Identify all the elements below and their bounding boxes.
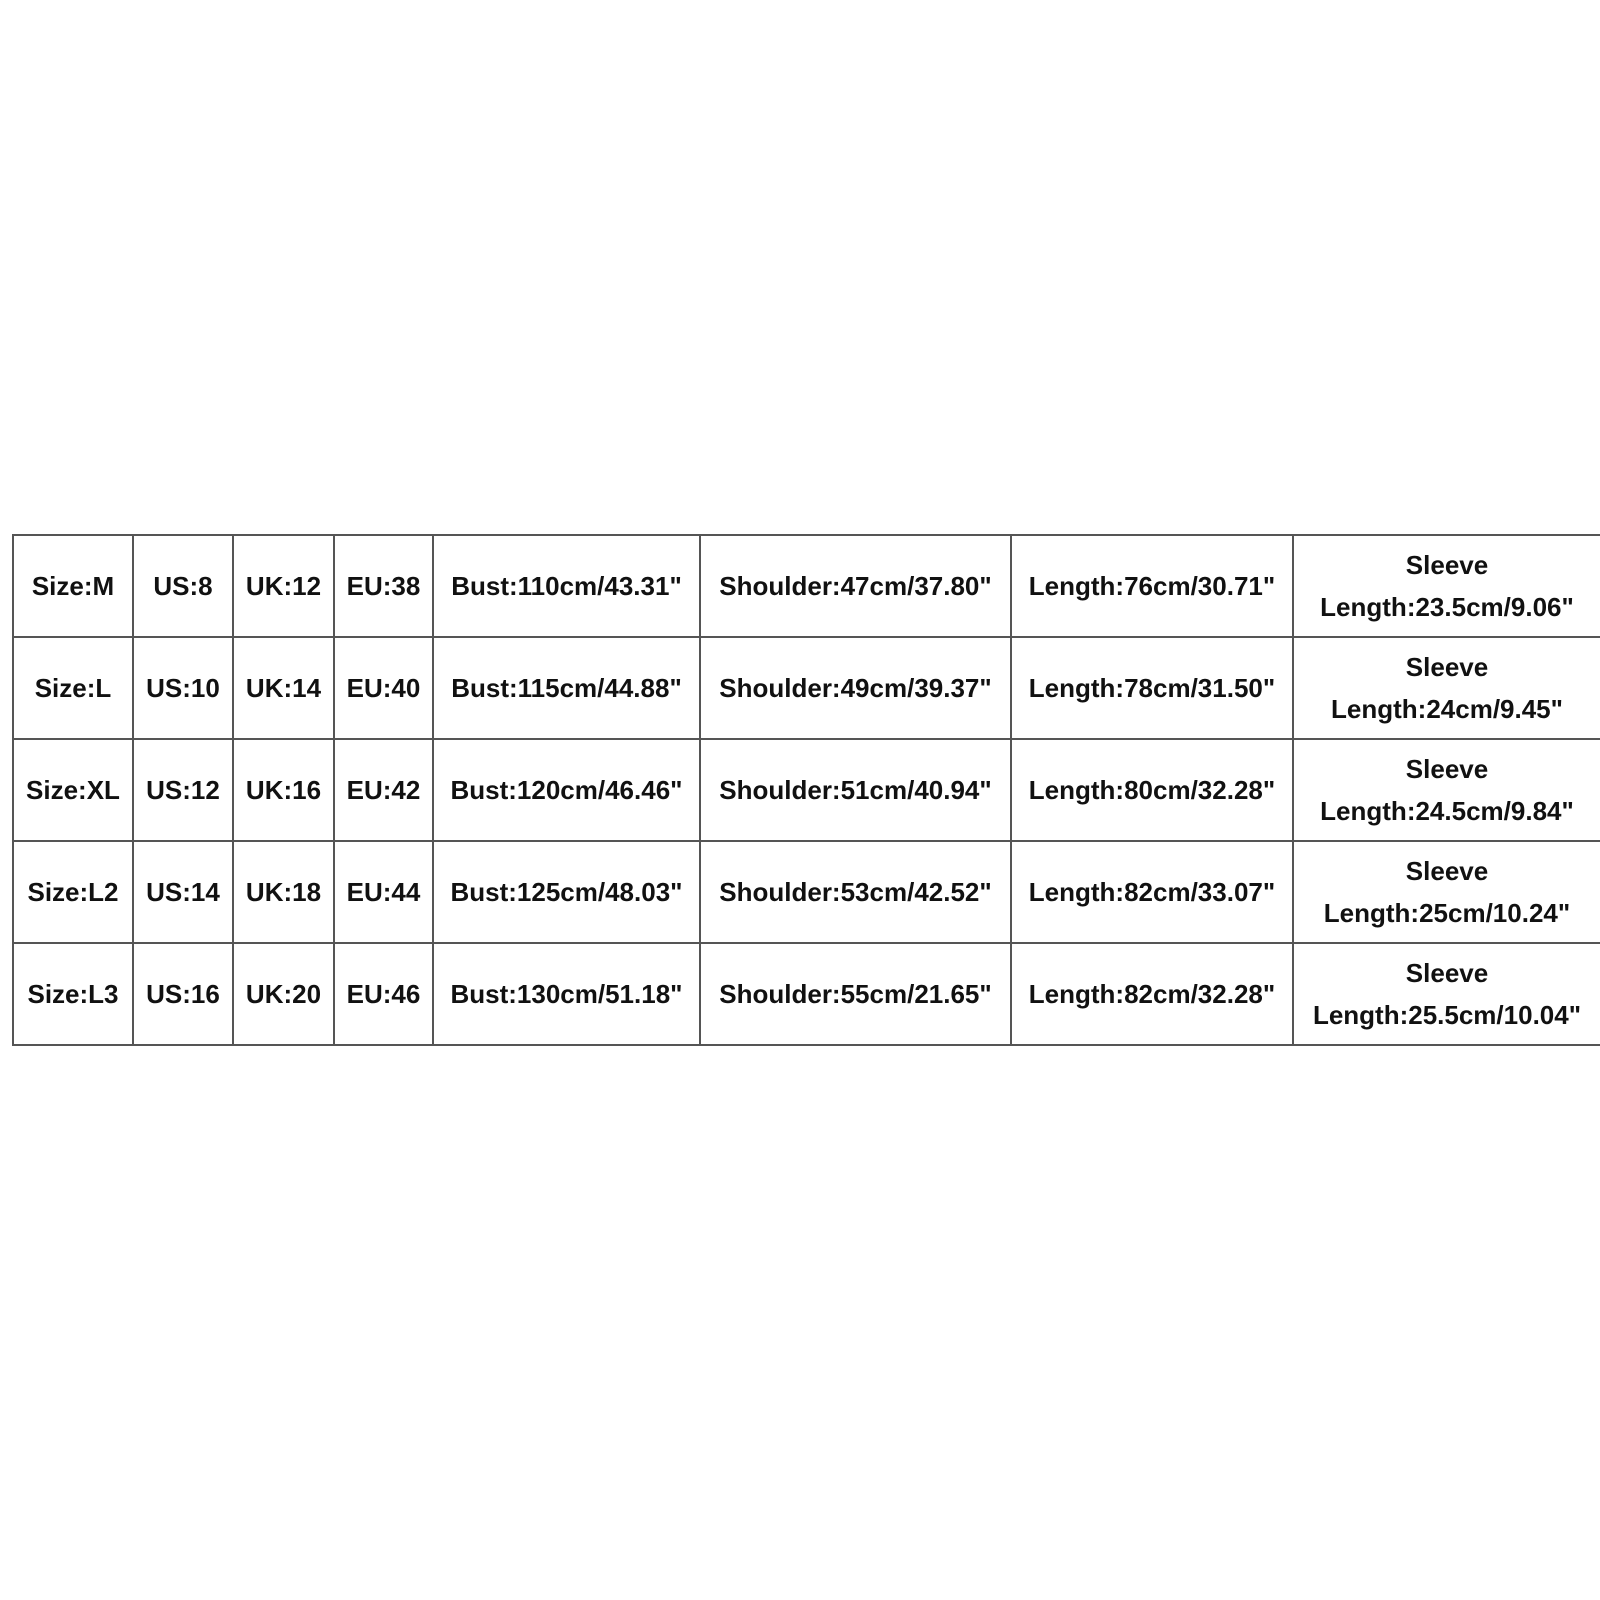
eu-size-cell: EU:42 [334,739,433,841]
shoulder-cell: Shoulder:49cm/39.37" [700,637,1011,739]
sleeve-value: Length:23.5cm/9.06" [1320,592,1574,622]
table-row [13,943,1600,1045]
uk-size-cell: UK:20 [233,943,334,1045]
bust-cell: Bust:120cm/46.46" [433,739,700,841]
uk-size-cell: UK:16 [233,739,334,841]
length-cell: Length:82cm/33.07" [1011,841,1293,943]
sleeve-label: Sleeve [1405,856,1489,886]
size-cell: Size:L2 [13,841,133,943]
eu-size-cell: EU:38 [334,535,433,637]
size-cell: Size:L [13,637,133,739]
sleeve-length-cell [1293,841,1600,943]
us-size-cell: US:8 [133,535,233,637]
sleeve-label: Sleeve [1405,754,1489,784]
sleeve-value: Length:24.5cm/9.84" [1320,796,1574,826]
length-cell: Length:80cm/32.28" [1011,739,1293,841]
size-chart-table [12,534,1600,1046]
sleeve-label: Sleeve [1405,550,1489,580]
shoulder-cell: Shoulder:53cm/42.52" [700,841,1011,943]
sleeve-length-cell [1293,739,1600,841]
sleeve-length-cell [1293,637,1600,739]
sleeve-value: Length:24cm/9.45" [1331,694,1563,724]
eu-size-cell: EU:46 [334,943,433,1045]
table-row [13,535,1600,637]
sleeve-length-cell [1293,943,1600,1045]
size-cell: Size:XL [13,739,133,841]
bust-cell: Bust:125cm/48.03" [433,841,700,943]
sleeve-value: Length:25cm/10.24" [1323,898,1571,928]
shoulder-cell: Shoulder:47cm/37.80" [700,535,1011,637]
length-cell: Length:82cm/32.28" [1011,943,1293,1045]
us-size-cell: US:14 [133,841,233,943]
sleeve-value: Length:25.5cm/10.04" [1312,1000,1582,1030]
sleeve-label: Sleeve [1405,652,1489,682]
eu-size-cell: EU:40 [334,637,433,739]
length-cell: Length:78cm/31.50" [1011,637,1293,739]
bust-cell: Bust:130cm/51.18" [433,943,700,1045]
uk-size-cell: UK:18 [233,841,334,943]
bust-cell: Bust:115cm/44.88" [433,637,700,739]
shoulder-cell: Shoulder:51cm/40.94" [700,739,1011,841]
us-size-cell: US:12 [133,739,233,841]
us-size-cell: US:10 [133,637,233,739]
length-cell: Length:76cm/30.71" [1011,535,1293,637]
sleeve-length-cell [1293,535,1600,637]
sleeve-label: Sleeve [1405,958,1489,988]
uk-size-cell: UK:12 [233,535,334,637]
size-cell: Size:M [13,535,133,637]
size-cell: Size:L3 [13,943,133,1045]
us-size-cell: US:16 [133,943,233,1045]
bust-cell: Bust:110cm/43.31" [433,535,700,637]
table-row [13,841,1600,943]
table-row [13,739,1600,841]
table-row [13,637,1600,739]
uk-size-cell: UK:14 [233,637,334,739]
eu-size-cell: EU:44 [334,841,433,943]
shoulder-cell: Shoulder:55cm/21.65" [700,943,1011,1045]
